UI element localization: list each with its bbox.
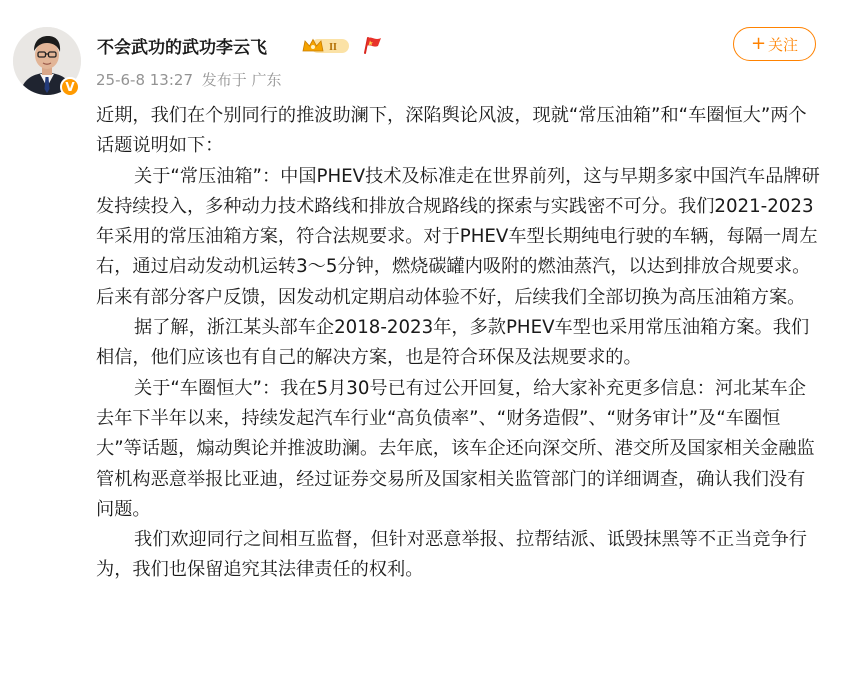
crown-level-badge-icon[interactable] [301, 37, 351, 55]
follow-button[interactable] [733, 27, 816, 61]
paragraph-zhejiang: 据了解，浙江某头部车企2018-2023年，多款PHEV车型也采用常压油箱方案。我们相信，他们应该也有自己的解决方案，也是符合环保及法规要求的。 [96, 317, 810, 369]
paragraph-closing: 我们欢迎同行之间相互监督，但针对恶意举报、拉帮结派、诋毁抹黑等不正当竞争行为，我们也保留追究其法律责任的权利。 [96, 529, 807, 581]
post-location: 发布于 广东 [201, 71, 282, 89]
plus-icon: + [750, 33, 767, 54]
post-timestamp[interactable]: 25-6-8 13:27 [96, 71, 193, 89]
red-flag-icon[interactable] [361, 35, 383, 55]
verified-icon: V [60, 77, 80, 97]
post-content [96, 101, 820, 586]
follow-button-label: 关注 [768, 35, 799, 54]
paragraph-fuel-tank: 关于“常压油箱”：中国PHEV技术及标准走在世界前列，这与早期多家中国汽车品牌研发持续投入，多种动力技术路线和排放合规路线的探索与实践密不可分。我们2021-2023年采用的常压油箱方案，符合法规要求。对于PHEV车型长期纯电行驶的车辆，每隔一周左右，通过启动发动机运转3～5分钟，燃烧碳罐内吸附的燃油蒸汽，以达到排放合规要求。后来有部分客户反馈，因发动机定期启动体验不好，后续我们全部切换为高压油箱方案。 [96, 165, 820, 308]
paragraph-evergrande: 关于“车圈恒大”：我在5月30号已有过公开回复，给大家补充更多信息：河北某车企去年下半年以来，持续发起汽车行业“高负债率”、“财务造假”、“财务审计”及“车圈恒大”等话题，煽动舆论并推波助澜。去年底，该车企还向深交所、港交所及国家相关金融监管机构恶意举报比亚迪，经过证券交易所及国家相关监管部门的详细调查，确认我们没有问题。 [96, 377, 815, 520]
post-meta [96, 69, 282, 90]
badge-level-text: II [329, 42, 337, 53]
author-name[interactable]: 不会武功的武功李云飞 [97, 38, 267, 58]
paragraph-intro: 近期，我们在个别同行的推波助澜下，深陷舆论风波，现就“常压油箱”和“车圈恒大”两个话题说明如下： [96, 105, 807, 157]
